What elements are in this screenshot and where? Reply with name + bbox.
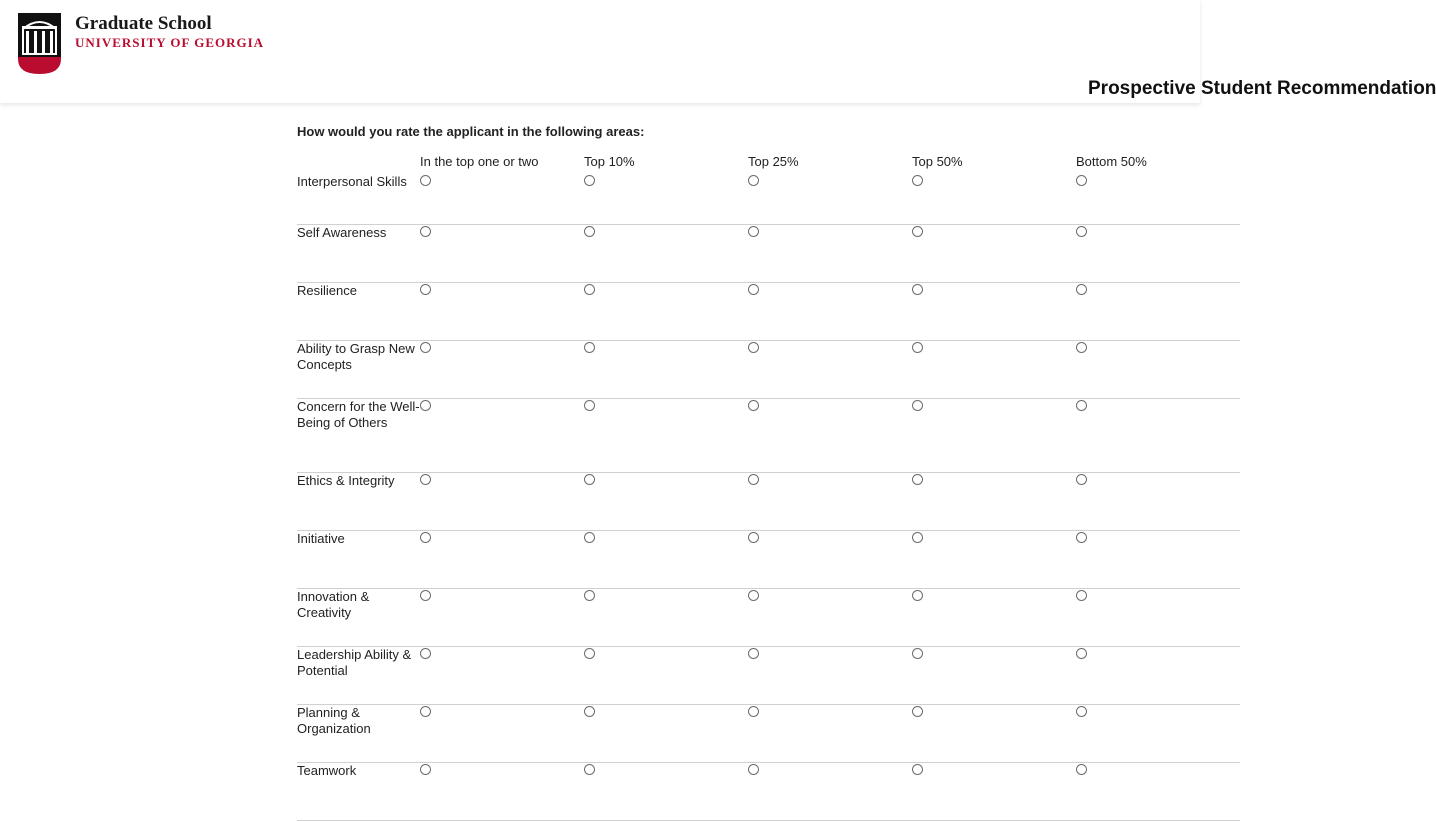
rating-cell [1076, 531, 1240, 589]
rating-row-label: Teamwork [297, 763, 420, 821]
option-header: Top 50% [912, 154, 963, 169]
rating-header-row [297, 154, 1240, 174]
rating-cell [584, 473, 748, 531]
rating-row [297, 647, 1240, 705]
rating-cell [912, 763, 1076, 821]
rating-matrix [297, 154, 1240, 821]
rating-row-label: Ability to Grasp New Concepts [297, 341, 420, 399]
university-name: UNIVERSITY OF GEORGIA [75, 35, 265, 50]
rating-cell [584, 705, 748, 763]
rating-radio-button[interactable] [420, 226, 431, 237]
rating-radio-button[interactable] [912, 226, 923, 237]
row-label-header [297, 154, 420, 174]
rating-cell [1076, 225, 1240, 283]
rating-row-label: Leadership Ability & Potential [297, 647, 420, 705]
rating-row [297, 399, 1240, 473]
rating-cell [584, 531, 748, 589]
rating-radio-button[interactable] [420, 284, 431, 295]
rating-radio-button[interactable] [912, 648, 923, 659]
rating-radio-button[interactable] [420, 342, 431, 353]
rating-radio-button[interactable] [584, 706, 595, 717]
option-header: Top 25% [748, 154, 799, 169]
rating-row-label: Innovation & Creativity [297, 589, 420, 647]
site-header [0, 0, 1436, 103]
rating-cell [1076, 399, 1240, 473]
rating-row-label: Planning & Organization [297, 705, 420, 763]
rating-radio-button[interactable] [748, 706, 759, 717]
rating-row [297, 174, 1240, 225]
rating-radio-button[interactable] [420, 590, 431, 601]
rating-cell [912, 531, 1076, 589]
rating-row-label: Interpersonal Skills [297, 174, 420, 225]
rating-row-label: Resilience [297, 283, 420, 341]
rating-cell [1076, 283, 1240, 341]
rating-radio-button[interactable] [420, 175, 431, 186]
rating-radio-button[interactable] [912, 590, 923, 601]
rating-radio-button[interactable] [584, 226, 595, 237]
rating-radio-button[interactable] [748, 590, 759, 601]
rating-radio-button[interactable] [1076, 590, 1087, 601]
rating-cell [420, 174, 584, 225]
rating-row [297, 341, 1240, 399]
rating-cell [912, 647, 1076, 705]
rating-cell [584, 399, 748, 473]
rating-radio-button[interactable] [1076, 764, 1087, 775]
rating-cell [1076, 341, 1240, 399]
rating-cell [420, 473, 584, 531]
option-header: Top 10% [584, 154, 635, 169]
rating-radio-button[interactable] [748, 400, 759, 411]
rating-cell [420, 763, 584, 821]
rating-radio-button[interactable] [912, 764, 923, 775]
rating-cell [420, 225, 584, 283]
rating-radio-button[interactable] [420, 764, 431, 775]
rating-radio-button[interactable] [584, 648, 595, 659]
rating-cell [1076, 174, 1240, 225]
rating-radio-button[interactable] [748, 342, 759, 353]
rating-radio-button[interactable] [912, 175, 923, 186]
rating-rows [297, 174, 1240, 821]
rating-row [297, 705, 1240, 763]
rating-cell [1076, 763, 1240, 821]
rating-radio-button[interactable] [1076, 284, 1087, 295]
rating-radio-button[interactable] [748, 175, 759, 186]
rating-cell [1076, 705, 1240, 763]
rating-cell [912, 473, 1076, 531]
option-header: Bottom 50% [1076, 154, 1147, 169]
rating-radio-button[interactable] [420, 400, 431, 411]
rating-row-label: Ethics & Integrity [297, 473, 420, 531]
rating-radio-button[interactable] [584, 342, 595, 353]
rating-row [297, 531, 1240, 589]
rating-radio-button[interactable] [912, 284, 923, 295]
rating-row [297, 473, 1240, 531]
rating-row [297, 589, 1240, 647]
rating-cell [748, 589, 912, 647]
rating-radio-button[interactable] [912, 342, 923, 353]
rating-row-label: Initiative [297, 531, 420, 589]
rating-cell [912, 399, 1076, 473]
rating-cell [420, 531, 584, 589]
rating-cell [584, 174, 748, 225]
rating-cell [584, 763, 748, 821]
rating-radio-button[interactable] [748, 532, 759, 543]
option-header: In the top one or two [420, 154, 539, 169]
rating-cell [584, 225, 748, 283]
rating-radio-button[interactable] [912, 532, 923, 543]
question-prompt: How would you rate the applicant in the following areas: [297, 124, 645, 139]
rating-radio-button[interactable] [420, 706, 431, 717]
uga-arch-logo[interactable] [18, 13, 61, 74]
rating-radio-button[interactable] [1076, 648, 1087, 659]
rating-radio-button[interactable] [1076, 474, 1087, 485]
school-name: Graduate School [75, 13, 212, 34]
rating-cell [748, 283, 912, 341]
rating-radio-button[interactable] [584, 590, 595, 601]
rating-radio-button[interactable] [584, 764, 595, 775]
rating-cell [420, 283, 584, 341]
rating-radio-button[interactable] [748, 474, 759, 485]
rating-radio-button[interactable] [584, 532, 595, 543]
rating-radio-button[interactable] [1076, 706, 1087, 717]
rating-radio-button[interactable] [912, 474, 923, 485]
rating-cell [420, 341, 584, 399]
rating-radio-button[interactable] [748, 764, 759, 775]
rating-radio-button[interactable] [584, 175, 595, 186]
rating-cell [748, 225, 912, 283]
rating-radio-button[interactable] [912, 706, 923, 717]
rating-radio-button[interactable] [1076, 175, 1087, 186]
rating-cell [1076, 589, 1240, 647]
rating-cell [420, 705, 584, 763]
rating-cell [912, 705, 1076, 763]
rating-cell [912, 174, 1076, 225]
rating-cell [748, 647, 912, 705]
rating-row [297, 225, 1240, 283]
rating-radio-button[interactable] [1076, 226, 1087, 237]
rating-cell [1076, 473, 1240, 531]
rating-cell [748, 763, 912, 821]
rating-radio-button[interactable] [1076, 342, 1087, 353]
rating-row [297, 763, 1240, 821]
rating-radio-button[interactable] [1076, 400, 1087, 411]
rating-radio-button[interactable] [1076, 532, 1087, 543]
rating-radio-button[interactable] [420, 532, 431, 543]
rating-cell [748, 174, 912, 225]
rating-radio-button[interactable] [748, 284, 759, 295]
rating-cell [912, 341, 1076, 399]
rating-row [297, 283, 1240, 341]
rating-radio-button[interactable] [748, 226, 759, 237]
rating-row-label: Self Awareness [297, 225, 420, 283]
logo-wordmark[interactable] [75, 14, 264, 52]
rating-cell [1076, 647, 1240, 705]
rating-cell [748, 705, 912, 763]
rating-radio-button[interactable] [584, 400, 595, 411]
rating-row-label: Concern for the Well-Being of Others [297, 399, 420, 473]
page-title: Prospective Student Recommendation [1088, 78, 1436, 99]
rating-radio-button[interactable] [420, 474, 431, 485]
rating-cell [420, 647, 584, 705]
rating-question [297, 103, 1200, 821]
rating-cell [420, 589, 584, 647]
rating-cell [748, 473, 912, 531]
rating-cell [912, 283, 1076, 341]
rating-cell [584, 647, 748, 705]
rating-cell [748, 531, 912, 589]
rating-cell [912, 589, 1076, 647]
rating-cell [584, 589, 748, 647]
rating-radio-button[interactable] [420, 648, 431, 659]
rating-cell [748, 399, 912, 473]
rating-radio-button[interactable] [748, 648, 759, 659]
rating-cell [584, 341, 748, 399]
rating-radio-button[interactable] [584, 284, 595, 295]
rating-radio-button[interactable] [584, 474, 595, 485]
rating-cell [912, 225, 1076, 283]
rating-cell [420, 399, 584, 473]
rating-cell [584, 283, 748, 341]
rating-cell [748, 341, 912, 399]
rating-radio-button[interactable] [912, 400, 923, 411]
